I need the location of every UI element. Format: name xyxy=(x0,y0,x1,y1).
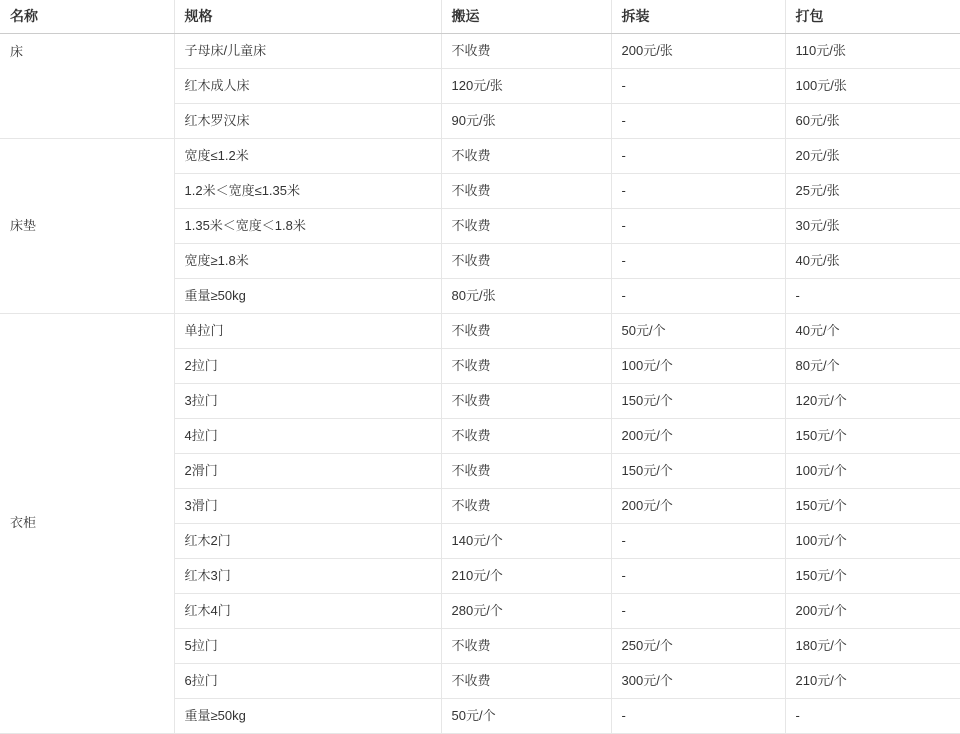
cell-pack: - xyxy=(785,278,960,313)
cell-spec: 2拉门 xyxy=(174,348,441,383)
cell-pack: 100元/个 xyxy=(785,523,960,558)
cell-disassemble: - xyxy=(611,278,785,313)
cell-disassemble: 200元/张 xyxy=(611,33,785,68)
cell-move: 不收费 xyxy=(441,208,611,243)
cell-move: 不收费 xyxy=(441,173,611,208)
cell-spec: 3拉门 xyxy=(174,383,441,418)
cell-disassemble: - xyxy=(611,138,785,173)
cell-pack: 80元/个 xyxy=(785,348,960,383)
table-header-row xyxy=(0,0,960,33)
cell-pack: 25元/张 xyxy=(785,173,960,208)
cell-spec: 红木2门 xyxy=(174,523,441,558)
cell-spec: 重量≥50kg xyxy=(174,698,441,733)
column-header-pack: 打包 xyxy=(785,0,960,33)
cell-move: 不收费 xyxy=(441,488,611,523)
cell-pack: 180元/个 xyxy=(785,628,960,663)
cell-disassemble: - xyxy=(611,523,785,558)
cell-move: 不收费 xyxy=(441,453,611,488)
cell-disassemble: - xyxy=(611,243,785,278)
cell-spec: 4拉门 xyxy=(174,418,441,453)
cell-spec: 红木4门 xyxy=(174,593,441,628)
cell-disassemble: 50元/个 xyxy=(611,313,785,348)
cell-move: 210元/个 xyxy=(441,558,611,593)
cell-pack: 150元/个 xyxy=(785,488,960,523)
cell-pack: 120元/个 xyxy=(785,383,960,418)
cell-move: 不收费 xyxy=(441,418,611,453)
cell-disassemble: - xyxy=(611,68,785,103)
cell-pack: 110元/张 xyxy=(785,33,960,68)
cell-move: 不收费 xyxy=(441,138,611,173)
cell-move: 不收费 xyxy=(441,33,611,68)
cell-pack: 100元/个 xyxy=(785,453,960,488)
cell-move: 80元/张 xyxy=(441,278,611,313)
column-header-move: 搬运 xyxy=(441,0,611,33)
cell-pack: 40元/个 xyxy=(785,313,960,348)
cell-move: 不收费 xyxy=(441,663,611,698)
cell-pack: 150元/个 xyxy=(785,558,960,593)
cell-move: 50元/个 xyxy=(441,698,611,733)
column-header-name: 名称 xyxy=(0,0,174,33)
cell-move: 不收费 xyxy=(441,243,611,278)
cell-spec: 红木3门 xyxy=(174,558,441,593)
cell-pack: 200元/个 xyxy=(785,593,960,628)
cell-move: 120元/张 xyxy=(441,68,611,103)
cell-move: 140元/个 xyxy=(441,523,611,558)
column-header-disassemble: 拆装 xyxy=(611,0,785,33)
cell-move: 不收费 xyxy=(441,628,611,663)
cell-spec: 3滑门 xyxy=(174,488,441,523)
table-row xyxy=(0,313,960,348)
cell-pack: - xyxy=(785,698,960,733)
cell-move: 不收费 xyxy=(441,348,611,383)
cell-disassemble: 100元/个 xyxy=(611,348,785,383)
group-label-wardrobe xyxy=(0,313,174,733)
cell-spec: 重量≥50kg xyxy=(174,278,441,313)
cell-disassemble: 250元/个 xyxy=(611,628,785,663)
cell-move: 不收费 xyxy=(441,383,611,418)
cell-pack: 60元/张 xyxy=(785,103,960,138)
cell-disassemble: - xyxy=(611,173,785,208)
cell-move: 280元/个 xyxy=(441,593,611,628)
cell-move: 不收费 xyxy=(441,313,611,348)
table-row xyxy=(0,33,960,68)
cell-pack: 30元/张 xyxy=(785,208,960,243)
cell-disassemble: - xyxy=(611,103,785,138)
cell-spec: 1.2米＜宽度≤1.35米 xyxy=(174,173,441,208)
group-label-mattress xyxy=(0,138,174,313)
cell-pack: 40元/张 xyxy=(785,243,960,278)
cell-spec: 2滑门 xyxy=(174,453,441,488)
cell-spec: 宽度≥1.8米 xyxy=(174,243,441,278)
cell-spec: 子母床/儿童床 xyxy=(174,33,441,68)
cell-pack: 20元/张 xyxy=(785,138,960,173)
table-header xyxy=(0,0,960,33)
table-row xyxy=(0,138,960,173)
cell-spec: 红木罗汉床 xyxy=(174,103,441,138)
cell-spec: 单拉门 xyxy=(174,313,441,348)
cell-pack: 210元/个 xyxy=(785,663,960,698)
cell-disassemble: 200元/个 xyxy=(611,418,785,453)
cell-disassemble: - xyxy=(611,698,785,733)
cell-spec: 1.35米＜宽度＜1.8米 xyxy=(174,208,441,243)
cell-disassemble: 300元/个 xyxy=(611,663,785,698)
cell-disassemble: 150元/个 xyxy=(611,383,785,418)
cell-disassemble: - xyxy=(611,208,785,243)
cell-disassemble: - xyxy=(611,593,785,628)
cell-disassemble: 150元/个 xyxy=(611,453,785,488)
column-header-spec: 规格 xyxy=(174,0,441,33)
cell-disassemble: 200元/个 xyxy=(611,488,785,523)
group-name: 床垫 xyxy=(10,217,37,233)
cell-spec: 5拉门 xyxy=(174,628,441,663)
cell-move: 90元/张 xyxy=(441,103,611,138)
group-name: 床 xyxy=(10,43,24,59)
cell-pack: 150元/个 xyxy=(785,418,960,453)
group-label-bed xyxy=(0,33,174,138)
cell-spec: 6拉门 xyxy=(174,663,441,698)
cell-spec: 宽度≤1.2米 xyxy=(174,138,441,173)
table-body xyxy=(0,33,960,733)
cell-pack: 100元/张 xyxy=(785,68,960,103)
cell-disassemble: - xyxy=(611,558,785,593)
group-name: 衣柜 xyxy=(10,515,37,530)
cell-spec: 红木成人床 xyxy=(174,68,441,103)
